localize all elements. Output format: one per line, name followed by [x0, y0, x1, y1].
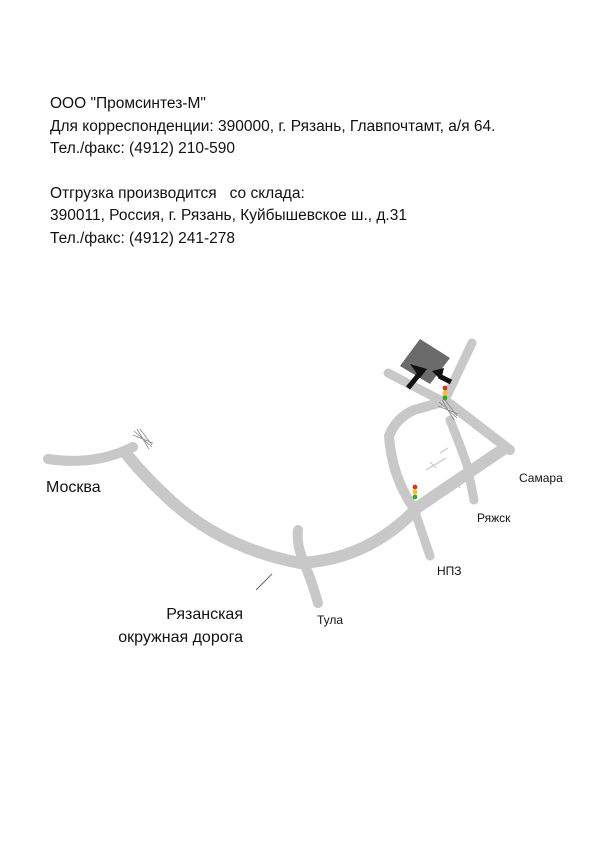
traffic-light-icon — [443, 386, 448, 401]
npz-road — [415, 512, 430, 556]
label-ryazhsk: Ряжск — [477, 511, 511, 525]
label-moscow: Москва — [46, 479, 101, 496]
shipping-heading: Отгрузка производится со склада: — [50, 184, 305, 202]
ring-road-main — [125, 448, 505, 563]
warehouse-address: 390011, Россия, г. Рязань, Куйбышевское ш., д.31 — [50, 207, 407, 224]
warehouse-phone: Тел./факс: (4912) 241-278 — [50, 229, 236, 247]
ring-road-pointer — [256, 574, 272, 590]
label-npz: НПЗ — [437, 564, 462, 578]
label-samara: Самара — [519, 471, 563, 485]
side-streets — [426, 448, 460, 488]
label-ring-road-2: окружная дорога — [118, 629, 243, 646]
company-name: ООО "Промсинтез-М" — [50, 95, 206, 112]
office-phone: Тел./факс: (4912) 210-590 — [50, 140, 236, 157]
label-tula: Тула — [317, 613, 344, 627]
traffic-light-icon — [413, 485, 418, 500]
label-ring-road-1: Рязанская — [166, 606, 243, 623]
postal-address: Для корреспонденции: 390000, г. Рязань, Главпочтамт, а/я 64. — [50, 117, 496, 135]
